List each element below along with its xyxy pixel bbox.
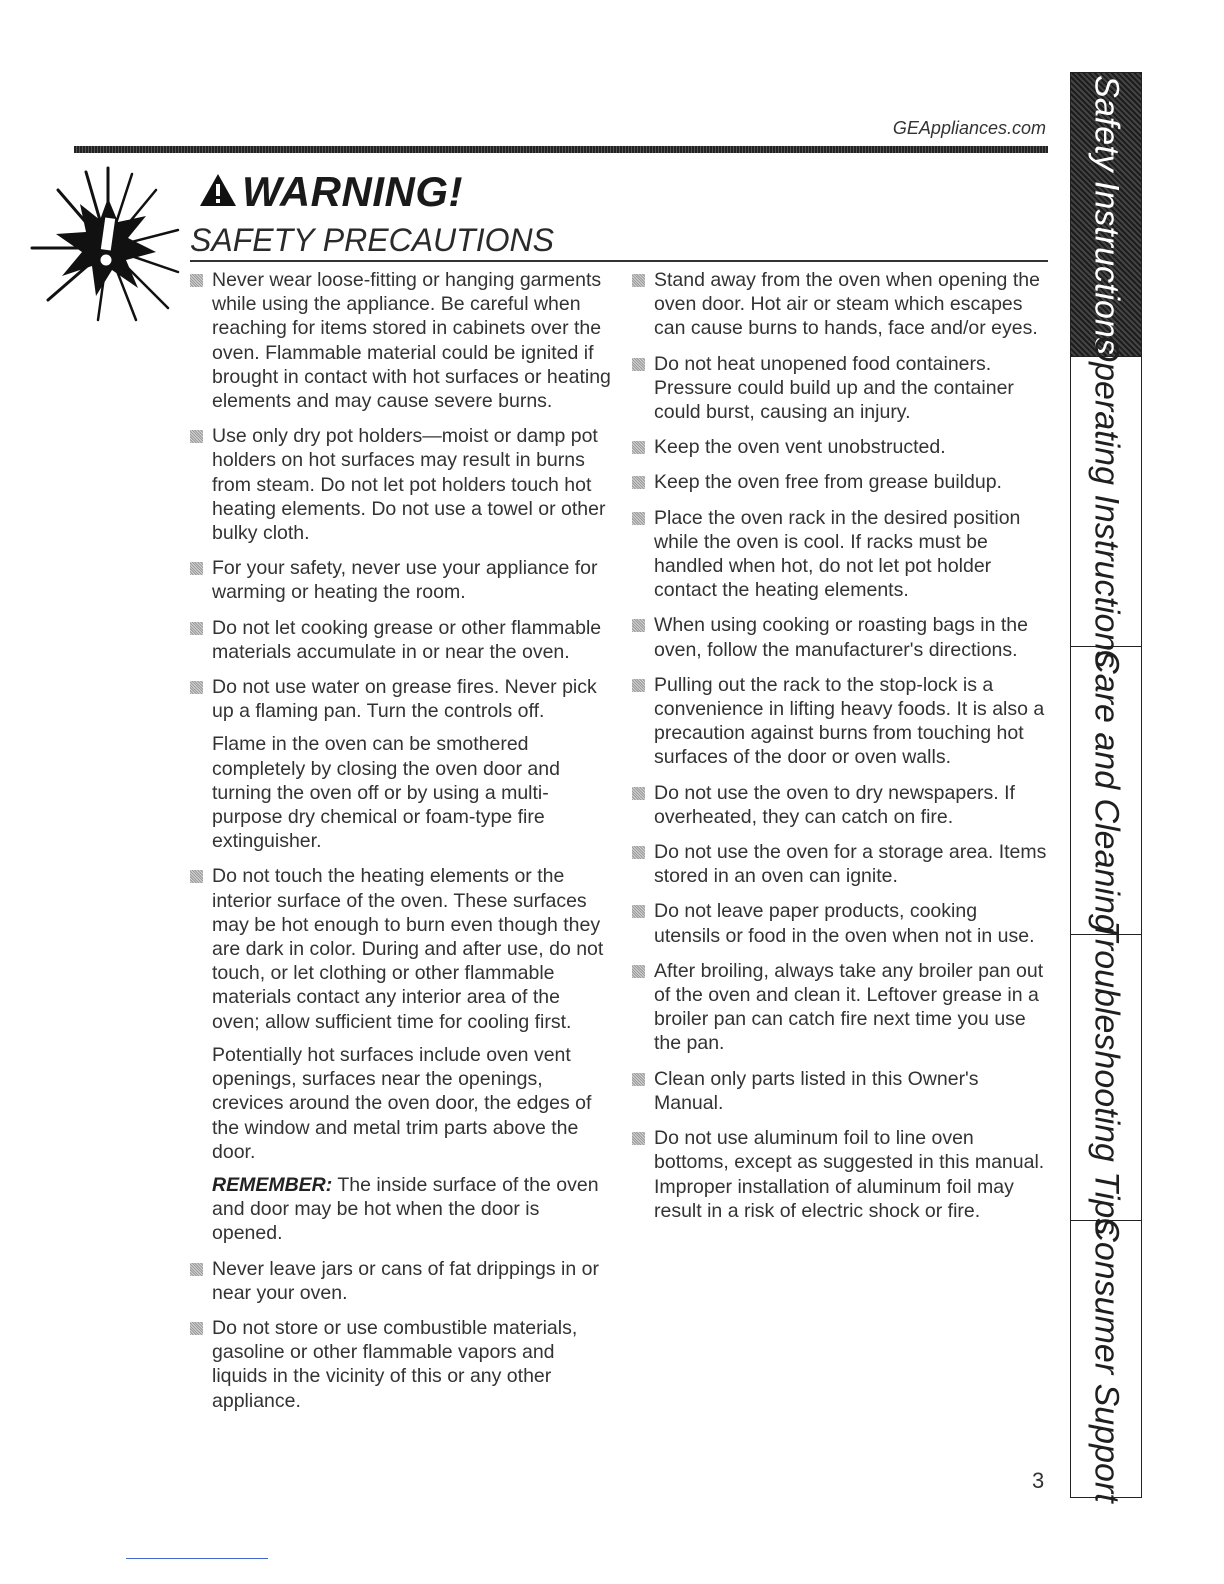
warning-triangle-icon — [198, 172, 238, 208]
square-bullet-icon — [632, 1132, 645, 1145]
remember-note — [188, 1173, 613, 1246]
item-text: Do not use water on grease fires. Never pick up a flaming pan. Turn the controls off. — [212, 676, 597, 723]
square-bullet-icon — [190, 274, 203, 287]
list-item — [188, 675, 613, 723]
square-bullet-icon — [190, 562, 203, 575]
remember-label: REMEMBER: — [212, 1173, 333, 1196]
list-item — [630, 899, 1048, 947]
tab-label: Safety Instructions — [1087, 74, 1126, 355]
item-text: Flame in the oven can be smothered completely by closing the oven door and turning the oven off or by using a multi-purpose dry chemical or foam-type fire extinguisher. — [212, 733, 560, 853]
item-text: Do not heat unopened food containers. Pressure could build up and the container could burst, causing an injury. — [654, 352, 1014, 424]
list-item — [188, 556, 613, 604]
tab-label: Operating Instructions — [1087, 335, 1126, 668]
square-bullet-icon — [632, 787, 645, 800]
item-text: Do not let cooking grease or other flammable materials accumulate in or near the oven. — [212, 616, 602, 663]
item-text: Do not use the oven for a storage area. Items stored in an oven can ignite. — [654, 841, 1047, 888]
tab-label: Consumer Support — [1087, 1217, 1126, 1503]
item-text: Do not use the oven to dry newspapers. If overheated, they can catch on fire. — [654, 781, 1015, 828]
side-tab-strip — [1070, 72, 1142, 1503]
site-url[interactable]: GEAppliances.com — [892, 118, 1046, 138]
square-bullet-icon — [632, 1073, 645, 1086]
square-bullet-icon — [190, 1263, 203, 1276]
tab-safety-instructions[interactable] — [1071, 73, 1141, 357]
list-item — [188, 424, 613, 545]
square-bullet-icon — [190, 1322, 203, 1335]
list-item — [630, 352, 1048, 425]
tab-consumer-support[interactable] — [1071, 1217, 1141, 1503]
list-item — [630, 840, 1048, 888]
list-item — [630, 673, 1048, 770]
item-text: Never leave jars or cans of fat drippings in or near your oven. — [212, 1257, 599, 1304]
square-bullet-icon — [632, 846, 645, 859]
item-text: After broiling, always take any broiler pan out of the oven and clean it. Leftover grease in a broiler pan can catch fire next time you use the pan. — [654, 959, 1044, 1055]
item-text: Keep the oven free from grease buildup. — [654, 471, 1002, 494]
list-item — [188, 1257, 613, 1305]
list-item — [630, 435, 1048, 459]
square-bullet-icon — [632, 512, 645, 525]
item-text: Clean only parts listed in this Owner's Manual. — [654, 1067, 979, 1114]
list-item — [630, 781, 1048, 829]
item-text: Potentially hot surfaces include oven vent openings, surfaces near the openings, crevices around the oven door, the edges of the window and metal trim parts above the door. — [212, 1043, 592, 1163]
list-item — [630, 959, 1048, 1056]
square-bullet-icon — [632, 905, 645, 918]
tab-label: Care and Cleaning — [1087, 648, 1126, 933]
right-column — [630, 268, 1048, 1234]
list-item — [630, 1067, 1048, 1115]
tab-operating-instructions[interactable] — [1071, 335, 1141, 668]
square-bullet-icon — [632, 274, 645, 287]
item-text: When using cooking or roasting bags in the oven, follow the manufacturer's directions. — [654, 614, 1028, 661]
warning-title — [198, 168, 463, 216]
left-column — [188, 268, 613, 1424]
item-text: Do not touch the heating elements or the interior surface of the oven. These surfaces may be hot enough to burn even though they are dark in color. During and after use, do not touch, or let clothing or other flammable materials contact any interior area of the oven; allow sufficient time for cooling first. — [212, 865, 604, 1033]
item-text: Use only dry pot holders—moist or damp pot holders on hot surfaces may result in burns from steam. Do not let pot holders touch hot heating elements. Do not use a towel or other bulky cloth. — [212, 425, 606, 545]
list-item-continuation — [188, 1043, 613, 1164]
list-item — [630, 268, 1048, 341]
list-item — [188, 1316, 613, 1413]
list-item — [630, 613, 1048, 661]
list-item — [188, 864, 613, 1033]
item-text: Place the oven rack in the desired position while the oven is cool. If racks must be handled when hot, do not let pot holder contact the heating elements. — [654, 506, 1021, 602]
top-rule — [74, 146, 1048, 153]
warning-title-text: WARNING! — [242, 168, 463, 215]
subtitle: SAFETY PRECAUTIONS — [190, 222, 554, 258]
square-bullet-icon — [632, 441, 645, 454]
item-text: For your safety, never use your appliance for warming or heating the room. — [212, 557, 598, 604]
square-bullet-icon — [190, 430, 203, 443]
square-bullet-icon — [632, 965, 645, 978]
subtitle-rule — [190, 260, 1048, 262]
list-item — [630, 470, 1048, 494]
list-item — [188, 268, 613, 413]
square-bullet-icon — [190, 870, 203, 883]
tab-care-and-cleaning[interactable] — [1071, 647, 1141, 935]
square-bullet-icon — [632, 476, 645, 489]
square-bullet-icon — [632, 358, 645, 371]
footer-line — [126, 1558, 268, 1559]
square-bullet-icon — [190, 681, 203, 694]
item-text: Stand away from the oven when opening the oven door. Hot air or steam which escapes can cause burns to hands, face and/or eyes. — [654, 269, 1040, 340]
item-text: Keep the oven vent unobstructed. — [654, 436, 946, 459]
list-item-continuation — [188, 732, 613, 853]
square-bullet-icon — [632, 679, 645, 692]
item-text: Do not store or use combustible materials, gasoline or other flammable vapors and liquids in the vicinity of this or any other appliance. — [212, 1316, 578, 1412]
item-text: Do not leave paper products, cooking utensils or food in the oven when not in use. — [654, 900, 1035, 947]
square-bullet-icon — [190, 622, 203, 635]
list-item — [630, 506, 1048, 603]
list-item — [188, 616, 613, 664]
item-text: Do not use aluminum foil to line oven bottoms, except as suggested in this manual. Improper installation of aluminum foil may result in a risk of electric shock or fire. — [654, 1127, 1045, 1222]
item-text: The inside surface of the oven and door may be hot when the door is opened. — [212, 1173, 599, 1245]
item-text: Pulling out the rack to the stop-lock is a convenience in lifting heavy foods. It is also a precaution against burns from touching hot surfaces of the door or oven walls. — [654, 673, 1045, 769]
starburst-exclamation-icon — [28, 160, 188, 330]
list-item — [630, 1126, 1048, 1223]
item-text: Never wear loose-fitting or hanging garments while using the appliance. Be careful when reaching for items stored in cabinets over the oven. Flammable material could be ignited if brought in contact with hot surfaces or heating elements and may cause severe burns. — [212, 269, 611, 413]
square-bullet-icon — [632, 619, 645, 632]
tab-label: Troubleshooting Tips — [1087, 920, 1126, 1235]
tab-troubleshooting-tips[interactable] — [1071, 920, 1141, 1235]
page-number: 3 — [1032, 1468, 1045, 1493]
